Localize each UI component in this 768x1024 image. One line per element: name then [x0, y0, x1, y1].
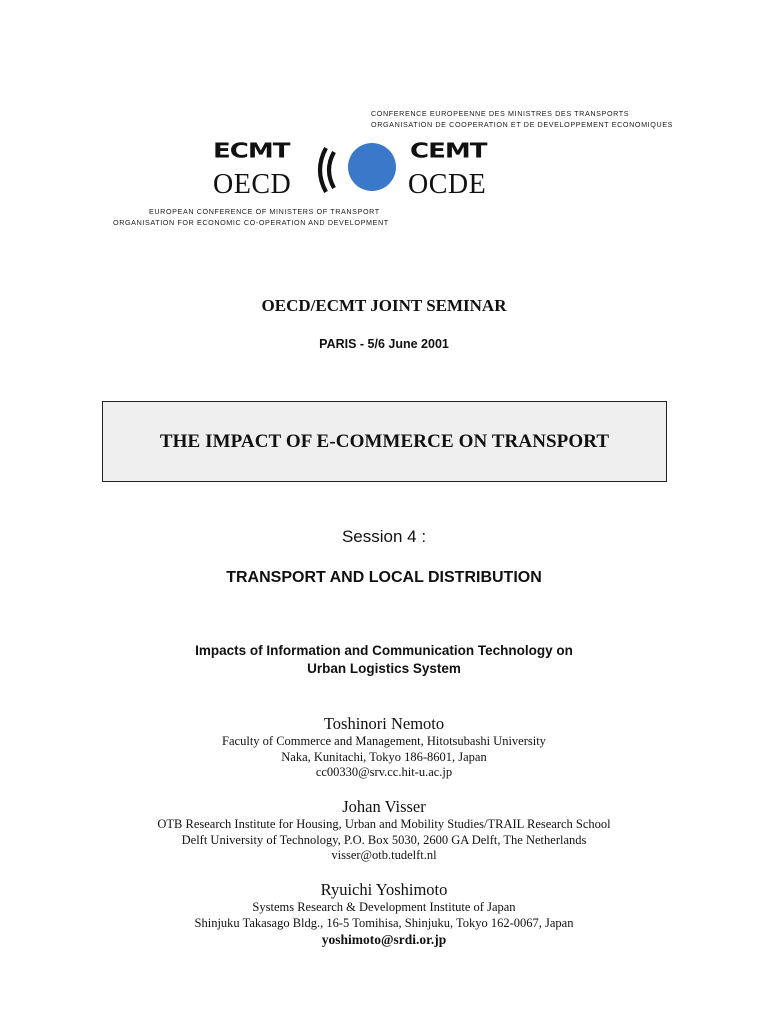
- author-block: [0, 797, 768, 864]
- author-block: [0, 714, 768, 781]
- cemt-wordmark: CEMT: [410, 139, 487, 163]
- author-affiliation: Faculty of Commerce and Management, Hitotsubashi University: [222, 734, 546, 748]
- french-organization-names: [371, 108, 673, 130]
- author-affiliation: Systems Research & Development Institute of Japan: [252, 900, 516, 914]
- author-email: cc00330@srv.cc.hit-u.ac.jp: [315, 765, 453, 779]
- session-theme: TRANSPORT AND LOCAL DISTRIBUTION: [226, 569, 542, 586]
- author-block: [0, 880, 768, 948]
- author-address: Shinjuku Takasago Bldg., 16-5 Tomihisa, Shinjuku, Tokyo 162-0067, Japan: [194, 915, 574, 930]
- paper-title: [0, 642, 768, 678]
- author-name: Toshinori Nemoto: [323, 714, 445, 733]
- organization-logo-block: [0, 0, 768, 240]
- main-title: THE IMPACT OF E-COMMERCE ON TRANSPORT: [159, 430, 610, 452]
- seminar-title: OECD/ECMT JOINT SEMINAR: [261, 296, 507, 315]
- english-organization-names: [113, 206, 389, 228]
- ecmt-wordmark: ECMT: [213, 139, 290, 163]
- author-name: Johan Visser: [342, 797, 426, 816]
- main-title-box: [102, 401, 667, 482]
- author-affiliation: OTB Research Institute for Housing, Urban and Mobility Studies/TRAIL Research School: [157, 817, 611, 831]
- french-org-line: ORGANISATION DE COOPERATION ET DE DEVELOPPEMENT ECONOMIQUES: [371, 120, 674, 129]
- author-name: Ryuichi Yoshimoto: [320, 880, 448, 899]
- author-email: yoshimoto@srdi.or.jp: [321, 932, 447, 947]
- author-address: Naka, Kunitachi, Tokyo 186-8601, Japan: [281, 749, 487, 764]
- english-org-line: ORGANISATION FOR ECONOMIC CO-OPERATION AND DEVELOPMENT: [113, 218, 389, 227]
- session-label: Session 4 :: [341, 527, 427, 546]
- oecd-globe-emblem-icon: [312, 140, 404, 200]
- seminar-date-line: PARIS - 5/6 June 2001: [319, 337, 449, 351]
- paper-title-line: Impacts of Information and Communication Technology on: [195, 643, 573, 658]
- oecd-acronym: OECD: [213, 169, 292, 200]
- french-org-line: CONFERENCE EUROPEENNE DES MINISTRES DES TRANSPORTS: [371, 109, 630, 118]
- author-address: Delft University of Technology, P.O. Box 5030, 2600 GA Delft, The Netherlands: [181, 832, 587, 847]
- author-email: visser@otb.tudelft.nl: [331, 848, 437, 862]
- english-org-line: EUROPEAN CONFERENCE OF MINISTERS OF TRANSPORT: [149, 207, 380, 216]
- ocde-acronym: OCDE: [408, 169, 487, 200]
- paper-title-line: Urban Logistics System: [307, 661, 461, 676]
